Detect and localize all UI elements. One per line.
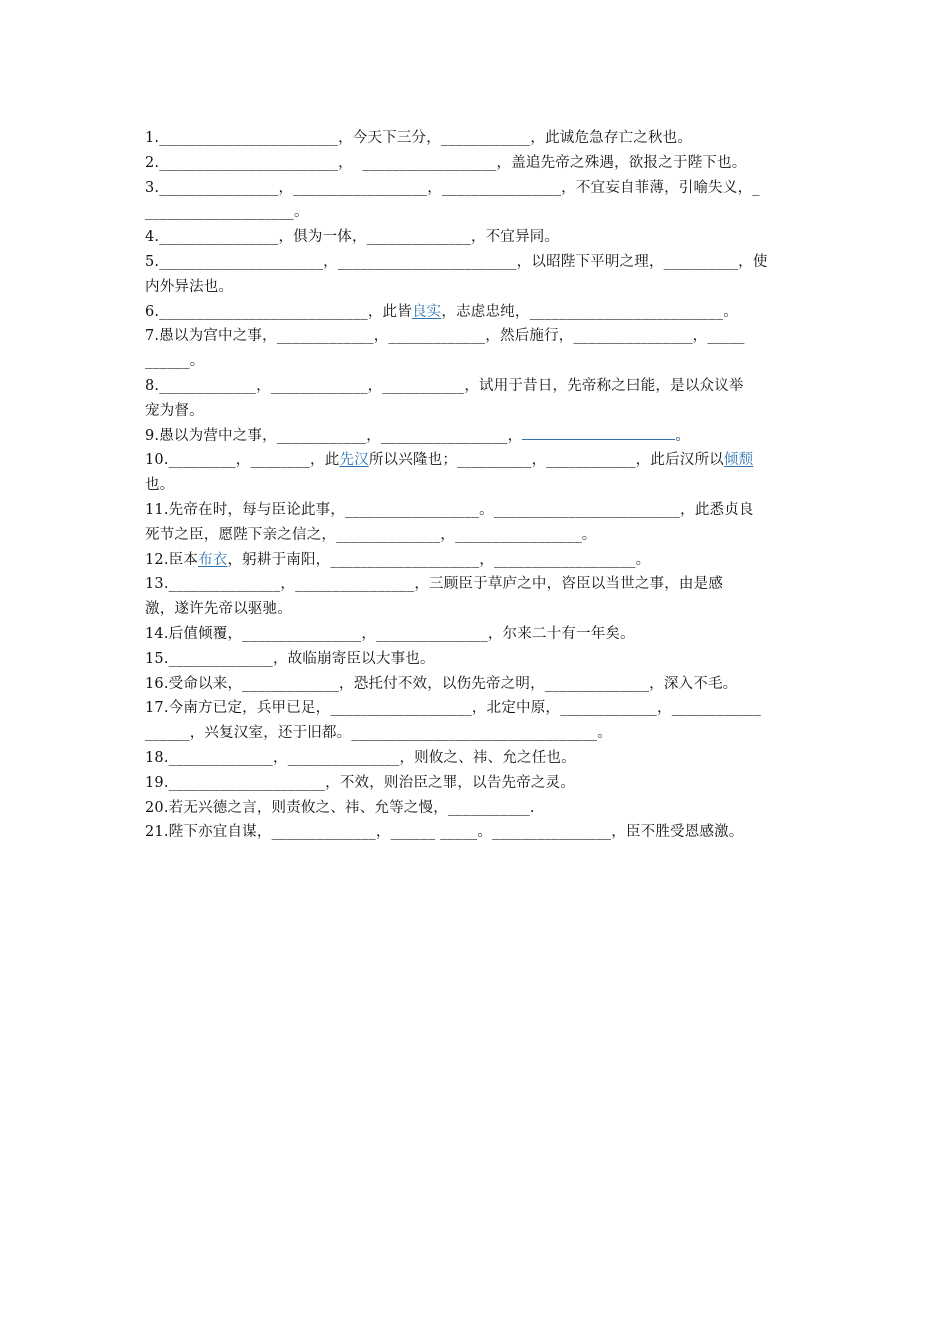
answer-blank[interactable]: ____________	[671, 700, 762, 717]
item-3	[145, 176, 807, 201]
answer-blank[interactable]: __________	[663, 253, 739, 270]
answer-blank[interactable]: ________________________	[159, 154, 339, 171]
item-number: 8.	[145, 377, 160, 394]
given-text: 。	[479, 501, 494, 518]
answer-blank[interactable]: ________________	[295, 576, 415, 593]
answer-blank[interactable]: __________	[457, 452, 532, 469]
answer-blank[interactable]: ____________	[546, 452, 636, 469]
given-text: ，以昭陛下平明之理，	[516, 253, 664, 270]
item-14	[145, 622, 807, 647]
answer-blank[interactable]: ____________________	[145, 204, 294, 221]
answer-blank[interactable]: ______	[145, 353, 190, 370]
given-text: ，不宜异同。	[470, 229, 560, 246]
given-text: ，	[507, 427, 523, 444]
answer-blank[interactable]: ____________	[440, 130, 531, 146]
item-5	[145, 250, 807, 275]
item-11	[145, 498, 807, 523]
item-7	[145, 324, 807, 349]
item-number: 5.	[145, 253, 160, 270]
item-number: 3.	[145, 179, 160, 196]
answer-blank[interactable]: __________________________	[529, 303, 724, 320]
given-text: ，志虑忠纯，	[441, 303, 530, 320]
answer-blank[interactable]: ___________	[447, 799, 530, 816]
item-17	[145, 696, 807, 721]
given-text: ，俱为一体，	[278, 229, 367, 246]
answer-blank[interactable]: ____________	[276, 427, 367, 444]
item-10-continued	[145, 473, 807, 498]
answer-blank[interactable]: ________________	[573, 328, 693, 345]
answer-blank[interactable]: ____________________________	[159, 303, 368, 320]
answer-blank[interactable]: ______________	[271, 824, 376, 841]
given-text: 内外异法也。	[145, 278, 234, 295]
given-text: ，试用于昔日，先帝称之曰能，是以众议举	[464, 377, 744, 394]
given-text: 。	[597, 725, 612, 742]
given-text: ，此	[310, 452, 340, 469]
answer-blank-underlined[interactable]	[522, 425, 675, 440]
given-text: ，	[440, 526, 456, 543]
answer-blank[interactable]: _______________	[287, 749, 400, 766]
answer-blank[interactable]: ________________	[159, 229, 279, 246]
item-10	[145, 448, 807, 473]
given-text: ，恐托付不效，以伤先帝之明，	[339, 675, 545, 692]
answer-blank[interactable]: ________________________	[337, 253, 517, 270]
item-5-continued	[145, 275, 807, 300]
item-20	[145, 796, 807, 821]
given-text: 。	[189, 353, 205, 370]
given-text: ，	[272, 749, 288, 766]
answer-blank[interactable]: ______	[145, 725, 190, 742]
answer-blank[interactable]: _____	[707, 328, 745, 345]
given-text: ，盖追先帝之殊遇，欲报之于陛下也。	[496, 154, 747, 171]
item-13	[145, 572, 807, 597]
answer-blank[interactable]: _______________	[376, 625, 488, 642]
given-text: 激，遂许先帝以驱驰。	[145, 601, 292, 618]
answer-blank[interactable]: ________________	[242, 625, 362, 642]
given-text: ，	[375, 824, 391, 841]
given-text: ，此悉贞良	[680, 501, 754, 518]
answer-blank[interactable]: ______________	[168, 650, 273, 667]
item-number: 2.	[145, 154, 160, 171]
given-text: 17.今南方已定，兵甲已足，	[145, 700, 331, 717]
given-text: 20.若无兴德之言，则责攸之、祎、允等之慢，	[145, 799, 448, 816]
given-text: 14.后值倾覆，	[145, 625, 243, 642]
item-3-continued	[145, 200, 807, 225]
answer-blank[interactable]: _____________	[276, 328, 374, 345]
given-text: ，	[531, 452, 547, 469]
given-text: ，	[479, 551, 495, 568]
link-liangshi[interactable]: 良实	[411, 303, 442, 320]
item-16	[145, 672, 807, 697]
answer-blank[interactable]: ______________	[336, 526, 441, 543]
answer-blank[interactable]: ________________	[441, 179, 562, 196]
answer-blank[interactable]: ___________________	[330, 700, 472, 717]
item-9	[145, 424, 807, 449]
link-qingtui[interactable]: 倾颓	[723, 452, 754, 469]
given-text: .	[529, 799, 535, 816]
given-text: 16.受命以来，	[145, 675, 243, 692]
item-number: 4.	[145, 229, 160, 246]
answer-blank[interactable]: ___________	[382, 377, 465, 394]
given-text: ，此诚危急存亡之秋也。	[530, 130, 693, 146]
answer-blank[interactable]: ______________	[366, 229, 471, 246]
given-text: 11.先帝在时，每与臣论此事，	[145, 501, 346, 518]
item-2	[145, 151, 807, 176]
given-text: ，	[427, 179, 442, 196]
given-text: ，	[692, 328, 708, 345]
given-text: ，	[323, 253, 338, 270]
given-text: 。	[723, 303, 738, 320]
answer-blank[interactable]: __________________	[345, 501, 480, 518]
given-text: ，三顾臣于草庐之中，咨臣以当世之事，由是感	[414, 576, 724, 593]
answer-blank[interactable]: ___________________	[494, 551, 636, 568]
answer-blank[interactable]: ________________	[159, 179, 279, 196]
given-text: ，	[338, 154, 363, 171]
answer-blank[interactable]: _____________________	[168, 774, 326, 791]
item-number: 19.	[145, 774, 169, 791]
given-text: 宠为督。	[145, 402, 204, 419]
link-buyi[interactable]: 布衣	[198, 551, 228, 568]
given-text: 。	[635, 551, 651, 568]
given-text: ，臣不胜受恩感激。	[611, 824, 744, 841]
given-text: ，	[235, 452, 251, 469]
given-text: 21.陛下亦宜自谋，	[145, 824, 272, 841]
item-4	[145, 225, 807, 250]
answer-blank[interactable]: ________________	[492, 824, 612, 841]
answer-blank[interactable]: _________________________________	[351, 725, 598, 742]
given-text: 也。	[145, 477, 175, 494]
answer-blank[interactable]: _____________	[560, 700, 657, 717]
given-text: ，尔来二十有一年矣。	[487, 625, 635, 642]
answer-blank[interactable]: ________	[250, 452, 311, 469]
given-text: ，	[367, 377, 383, 394]
given-text: ，躬耕于南阳，	[227, 551, 331, 568]
item-number: 10.	[145, 452, 169, 469]
item-13-continued	[145, 597, 807, 622]
answer-blank[interactable]: _________________	[380, 427, 508, 444]
item-number: 15.	[145, 650, 169, 667]
item-21	[145, 820, 807, 845]
answer-blank[interactable]: _____________	[242, 675, 340, 692]
item-number: 18.	[145, 749, 169, 766]
given-text: 。	[477, 824, 493, 841]
answer-blank[interactable]: _____________	[388, 328, 486, 345]
item-7-continued	[145, 349, 807, 374]
item-12	[145, 548, 807, 573]
given-text: ，	[361, 625, 377, 642]
recitation-exercise	[145, 126, 807, 845]
item-1	[145, 126, 807, 151]
item-number: 6.	[145, 303, 160, 320]
answer-blank[interactable]: ________________________	[159, 130, 339, 146]
item-17-continued	[145, 721, 807, 746]
answer-blank[interactable]: _____________	[159, 377, 257, 394]
given-text: ，北定中原，	[471, 700, 561, 717]
given-text: ，然后施行，	[485, 328, 574, 345]
given-text: ，不宜妄自菲薄，引喻失义，_	[561, 179, 760, 196]
item-19	[145, 771, 807, 796]
answer-blank[interactable]: ____________________	[330, 551, 480, 568]
given-text: 。	[675, 427, 691, 444]
given-text: ，不效，则治臣之罪，以告先帝之灵。	[325, 774, 576, 791]
given-text: ，则攸之、祎、允之任也。	[399, 749, 576, 766]
item-15	[145, 647, 807, 672]
given-text: ，使	[738, 253, 768, 270]
given-text: 所以兴隆也；	[368, 452, 458, 469]
item-number: 1.	[145, 130, 160, 146]
given-text: ，	[280, 576, 296, 593]
given-text: 9.愚以为营中之事，	[145, 427, 277, 444]
answer-blank[interactable]: _________________	[455, 526, 582, 543]
item-number: 13.	[145, 576, 169, 593]
answer-blank[interactable]: _____	[440, 824, 478, 841]
answer-blank[interactable]: ______________________	[159, 253, 324, 270]
given-text: ，此后汉所以	[635, 452, 724, 469]
given-text: ，	[373, 328, 389, 345]
given-text: 12.臣本	[145, 551, 199, 568]
given-text: ，此皆	[367, 303, 412, 320]
answer-blank[interactable]: _______________	[168, 576, 281, 593]
item-8-continued	[145, 399, 807, 424]
given-text: ，	[278, 179, 294, 196]
answer-blank[interactable]: ______	[390, 824, 436, 841]
given-text: ，兴复汉室，还于旧都。	[189, 725, 352, 742]
answer-blank[interactable]: _________	[168, 452, 236, 469]
given-text: ，	[366, 427, 381, 444]
item-11-continued	[145, 523, 807, 548]
given-text: ，深入不毛。	[649, 675, 738, 692]
answer-blank[interactable]: __________________	[293, 179, 428, 196]
link-xianhan[interactable]: 先汉	[339, 452, 369, 469]
answer-blank[interactable]: ______________	[168, 749, 273, 766]
given-text: 7.愚以为宫中之事，	[145, 328, 277, 345]
answer-blank[interactable]: __________________	[362, 154, 497, 171]
answer-blank[interactable]: _____________	[270, 377, 368, 394]
given-text: ，	[656, 700, 672, 717]
item-6	[145, 300, 807, 325]
answer-blank[interactable]: _________________________	[493, 501, 681, 518]
given-text: 死节之臣，愿陛下亲之信之，	[145, 526, 337, 543]
given-text: ，故临崩寄臣以大事也。	[272, 650, 435, 667]
given-text: 。	[294, 204, 309, 221]
given-text: 。	[581, 526, 597, 543]
item-18	[145, 746, 807, 771]
item-8	[145, 374, 807, 399]
given-text: ，今天下三分，	[338, 130, 441, 146]
answer-blank[interactable]: ______________	[544, 675, 650, 692]
given-text: ，	[256, 377, 271, 394]
